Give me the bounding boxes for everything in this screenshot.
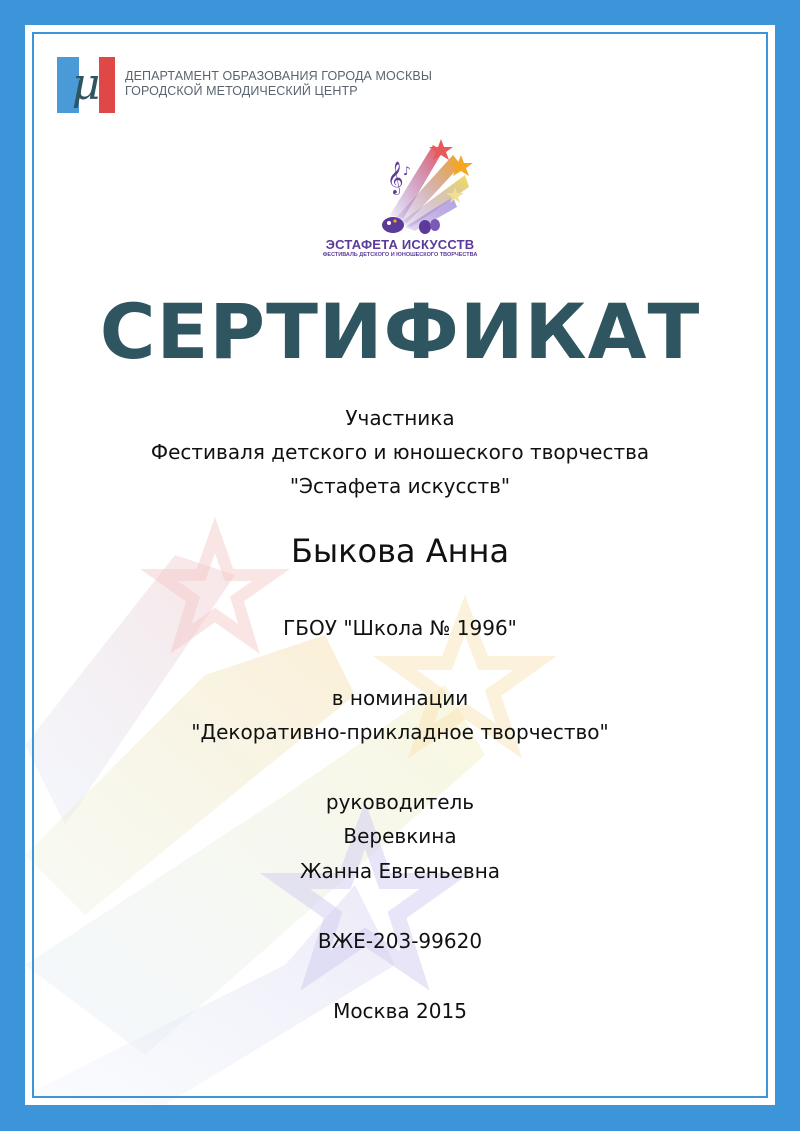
certificate-title: СЕРТИФИКАТ bbox=[99, 287, 701, 376]
festival-logo-name: ЭСТАФЕТА ИСКУССТВ bbox=[325, 237, 475, 252]
nomination-name: "Декоративно-прикладное творчество" bbox=[191, 720, 609, 744]
festival-logo-subtitle: ФЕСТИВАЛЬ ДЕТСКОГО И ЮНОШЕСКОГО ТВОРЧЕСТВА bbox=[322, 252, 478, 258]
nomination-label: в номинации bbox=[331, 686, 469, 710]
school-name: ГБОУ "Школа № 1996" bbox=[283, 616, 517, 640]
department-name bbox=[125, 69, 432, 99]
supervisor-label: руководитель bbox=[325, 790, 475, 814]
stars-music-palette-masks-icon bbox=[345, 135, 475, 240]
festival-quoted-name: "Эстафета искусств" bbox=[289, 474, 511, 498]
certificate-number: ВЖЕ-203-99620 bbox=[317, 929, 483, 953]
department-line-2: ГОРОДСКОЙ МЕТОДИЧЕСКИЙ ЦЕНТР bbox=[125, 84, 358, 98]
supervisor-given-names: Жанна Евгеньевна bbox=[299, 859, 501, 883]
svg-text:𝄞: 𝄞 bbox=[387, 161, 404, 194]
recipient-name: Быкова Анна bbox=[290, 532, 510, 570]
certificate-sheet bbox=[25, 25, 775, 1105]
festival-line: Фестиваля детского и юношеского творчества bbox=[150, 440, 650, 464]
department-line-1: ДЕПАРТАМЕНТ ОБРАЗОВАНИЯ ГОРОДА МОСКВЫ bbox=[125, 69, 432, 83]
svg-text:μ: μ bbox=[71, 59, 101, 110]
svg-text:♪: ♪ bbox=[403, 164, 411, 178]
supervisor-surname: Веревкина bbox=[343, 824, 457, 848]
participant-label: Участника bbox=[345, 406, 455, 430]
gmc-mu-logo-icon bbox=[57, 57, 115, 113]
place-and-year: Москва 2015 bbox=[333, 999, 467, 1023]
